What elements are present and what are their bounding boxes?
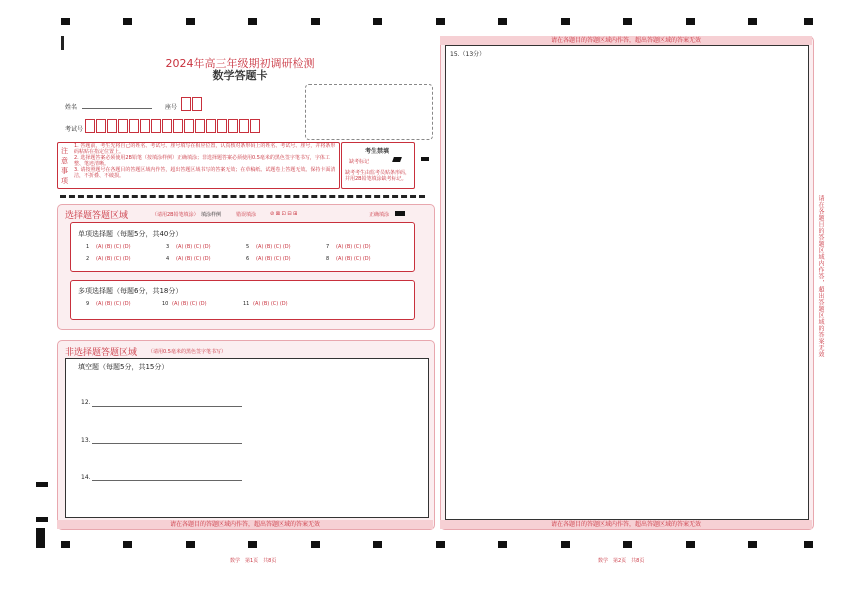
- fill-item-label: 12.: [81, 399, 91, 406]
- question-row[interactable]: 10 (A) (B) (C) (D): [162, 301, 207, 307]
- exam-title: 2024年高三年级期初调研检测: [165, 57, 315, 70]
- corner-block: [36, 528, 45, 548]
- answer-line[interactable]: [92, 480, 242, 481]
- footer-right: 数学 第2页 共8页: [598, 558, 645, 564]
- note-item: 1. 答题前，考生先将自己的姓名、考试号、座号填写在相应位置，认真核对条形码上的姓名、考试号、座号，并将条形码粘贴在指定位置上。: [74, 143, 336, 155]
- side-mark: [36, 482, 48, 487]
- fill-answer-box: [65, 358, 429, 518]
- right-example-icon: [395, 211, 405, 216]
- note-item: 2. 选择题答案必须使用2B铅笔（按填涂样例）正确填涂；非选择题答案必须使用0.5毫米的黑色签字笔书写，字体工整、笔迹清晰。: [74, 155, 330, 167]
- footer-left: 数学 第1页 共8页: [230, 558, 277, 564]
- right-label: 正确填涂: [369, 212, 390, 218]
- fill-item-label: 13.: [81, 437, 91, 444]
- left-bracket: [61, 36, 64, 50]
- card-title: 数学答题卡: [212, 69, 268, 82]
- seat-boxes[interactable]: [181, 96, 203, 115]
- wrong-examples: ⊘ ⊠ ⊡ ⊟ ⊞: [270, 211, 298, 217]
- top-band-right: 请在各题目的答题区域内作答，超出答题区域的答案无效: [440, 36, 812, 45]
- single-choice-title: 单项选择题（每题5分，共40分）: [78, 230, 183, 238]
- notes-title: 注意事项: [61, 147, 68, 185]
- exam-no-boxes[interactable]: [85, 118, 261, 137]
- note-item: 3. 请按照题号在各题目的答题区域内作答，超出答题区域书写的答案无效；在草稿纸、试题卷上答题无效。保持卡面清洁，不折叠、不破损。: [74, 167, 336, 179]
- absent-label: 缺考标记: [349, 159, 370, 165]
- side-notice: 请在各题目的答题区域内作答，超出答题区域的答案无效: [817, 195, 824, 358]
- multi-choice-title: 多项选择题（每题6分，共18分）: [78, 287, 183, 295]
- answer-line[interactable]: [92, 406, 242, 407]
- choice-section-title: 选择题答题区域: [65, 211, 129, 221]
- q15-answer-box[interactable]: [445, 45, 809, 520]
- q15-label: 15.（13分）: [450, 51, 486, 58]
- notes-list: [74, 143, 336, 179]
- question-row[interactable]: 9 (A) (B) (C) (D): [86, 301, 131, 307]
- nonchoice-title: 非选择题答题区域: [65, 348, 138, 358]
- side-mark: [421, 157, 429, 161]
- question-row[interactable]: 7 (A) (B) (C) (D): [326, 244, 371, 250]
- name-line: [82, 108, 152, 109]
- question-row[interactable]: 2 (A) (B) (C) (D): [86, 256, 131, 262]
- question-row[interactable]: 11 (A) (B) (C) (D): [243, 301, 288, 307]
- fill-item-label: 14.: [81, 474, 91, 481]
- answer-line[interactable]: [92, 443, 242, 444]
- question-row[interactable]: 4 (A) (B) (C) (D): [166, 256, 211, 262]
- example-label: 填涂样例: [201, 212, 222, 218]
- nonchoice-note: （请用0.5毫米的黑色签字笔书写）: [148, 349, 226, 355]
- bottom-band-right: 请在各题目的答题区域内作答，超出答题区域的答案无效: [440, 520, 812, 529]
- bottom-band-left: 请在各题目的答题区域内作答，超出答题区域的答案无效: [57, 520, 433, 529]
- separator: [60, 195, 425, 198]
- forbid-title: 考生禁填: [364, 148, 389, 155]
- wrong-label: 错误填涂: [236, 212, 257, 218]
- question-row[interactable]: 8 (A) (B) (C) (D): [326, 256, 371, 262]
- question-row[interactable]: 1 (A) (B) (C) (D): [86, 244, 131, 250]
- question-row[interactable]: 6 (A) (B) (C) (D): [246, 256, 291, 262]
- exam-no-label: 考试号: [65, 126, 84, 133]
- absent-note: 缺考考生由监考员贴条形码，并用2B铅笔填涂缺考标记。: [345, 170, 411, 182]
- name-label: 姓名: [65, 104, 78, 111]
- seat-label: 座号: [165, 104, 178, 111]
- side-mark: [36, 517, 48, 522]
- fill-title: 填空题（每题5分，共15分）: [78, 363, 169, 371]
- choice-section-note: （请用2B铅笔填涂）: [152, 212, 199, 218]
- barcode-area: [305, 84, 433, 140]
- question-row[interactable]: 3 (A) (B) (C) (D): [166, 244, 211, 250]
- question-row[interactable]: 5 (A) (B) (C) (D): [246, 244, 291, 250]
